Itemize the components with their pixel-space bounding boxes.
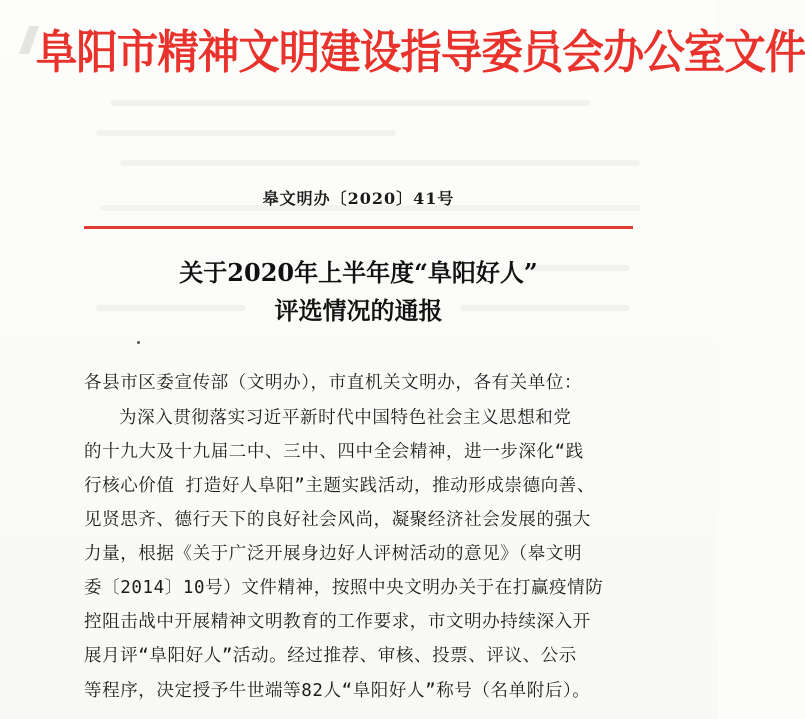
bleed-through-mark	[120, 160, 640, 166]
stray-dot	[137, 341, 140, 344]
header-divider-rule	[84, 226, 633, 229]
body-paragraph-line: 等程序，决定授予牛世端等82人“阜阳好人”称号（名单附后）。	[84, 681, 591, 701]
body-paragraph-line: 展月评“阜阳好人”活动。经过推荐、审核、投票、评议、公示	[84, 646, 577, 666]
document-title-line-1: 关于2020年上半年度“阜阳好人”	[179, 258, 538, 287]
body-paragraph-line: 的十九大及十九届二中、三中、四中全会精神，进一步深化“践	[84, 442, 584, 462]
document-title-line-2: 评选情况的通报	[274, 296, 443, 325]
header-org-title: 阜阳市精神文明建设指导委员会办公室文件	[35, 25, 805, 79]
body-paragraph-line: 为深入贯彻落实习近平新时代中国特色社会主义思想和党	[119, 408, 572, 428]
bleed-through-mark	[110, 100, 590, 106]
body-paragraph-line: 力量，根据《关于广泛开展身边好人评树活动的意见》（皋文明	[84, 544, 583, 564]
body-paragraph-line: 委〔2014〕10号）文件精神，按照中央文明办关于在打赢疫情防	[84, 578, 604, 598]
body-paragraph-line: 行核心价值 打造好人阜阳”主题实践活动，推动形成崇德向善、	[84, 476, 595, 496]
bleed-through-mark	[96, 130, 396, 136]
addressee-line: 各县市区委宣传部（文明办），市直机关文明办，各有关单位：	[84, 373, 583, 393]
body-paragraph-line: 见贤思齐、德行天下的良好社会风尚，凝聚经济社会发展的强大	[84, 510, 591, 530]
body-paragraph-line: 控阻击战中开展精神文明教育的工作要求，市文明办持续深入开	[84, 612, 591, 632]
document-number: 皋文明办〔2020〕41号	[262, 189, 455, 208]
